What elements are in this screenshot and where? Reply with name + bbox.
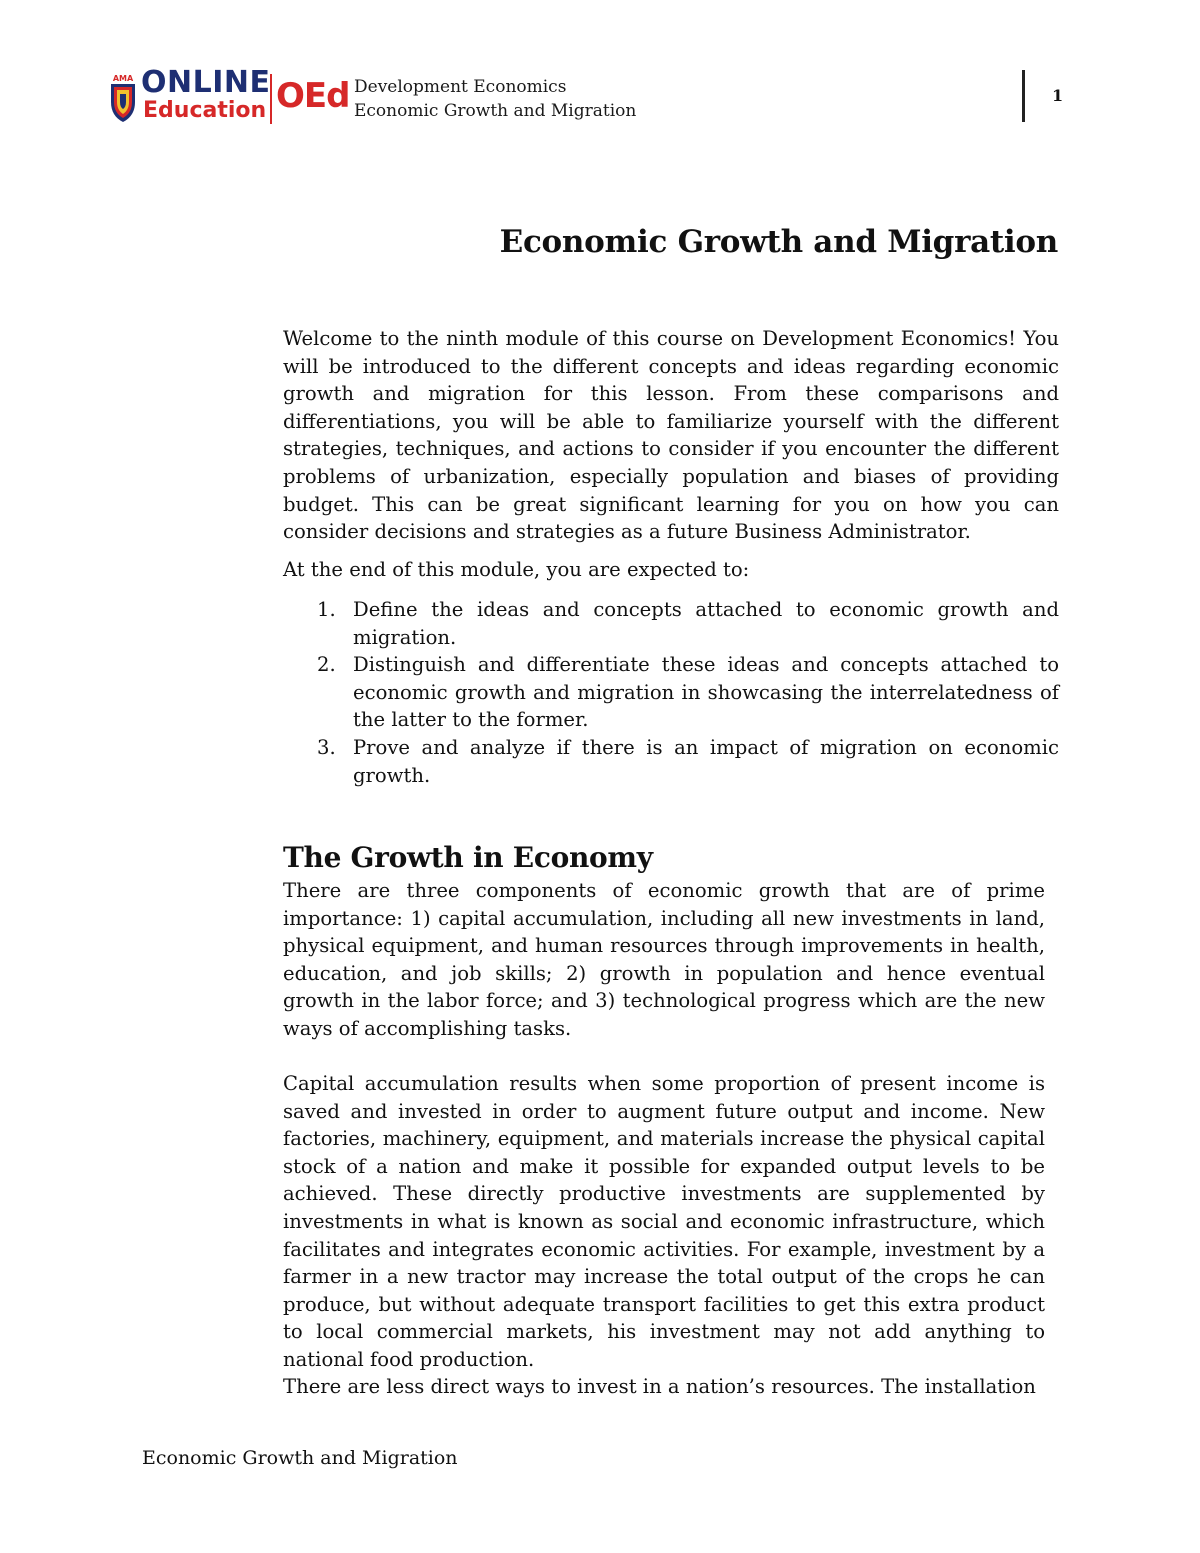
oed-logo-text: OEd [276,76,350,116]
page-title: Economic Growth and Migration [499,224,1058,260]
header-vertical-rule [1022,70,1025,122]
page-number: 1 [1052,86,1064,105]
ama-logo-text: AMA [112,74,134,83]
growth-components-paragraph: There are three components of economic growth that are of prime importance: 1) capital accumulation, including all new investments in land, physical equipment, and human resources through improvements in health, education, and job skills; 2) growth in population and hence eventual growth in the labor force; and 3) technological progress which are the new ways of accomplishing tasks. [283,879,1045,1040]
header-module-name: Economic Growth and Migration [354,101,637,121]
page-header [108,65,1088,130]
page-footer: Economic Growth and Migration [142,1447,458,1469]
capital-accumulation-paragraph: Capital accumulation results when some proportion of present income is saved and invested in order to augment future output and income. New factories, machinery, equipment, and materials increase the physical capital stock of a nation and make it possible for expanded output levels to be achieved. These directly productive investments are supplemented by investments in what is known as social and economic infrastructure, which facilitates and integrates economic activities. For example, investment by a farmer in a new tractor may increase the total output of the crops he can produce, but without adequate transport facilities to get this extra product to local commercial markets, his investment may not add anything to national food production. [283,1072,1045,1371]
objective-number: 3. [317,735,336,759]
header-course-info [354,75,636,123]
expectations-section [283,556,1059,584]
objective-number: 1. [317,598,336,621]
indirect-investment-paragraph: There are less direct ways to invest in a nation’s resources. The installation [283,1375,1036,1398]
objectives-list [283,596,1059,789]
header-course-name: Development Economics [354,77,567,97]
capital-accumulation-section [283,1070,1045,1374]
objective-item [283,651,1059,734]
section-heading: The Growth in Economy [283,841,653,874]
indirect-investment-section [283,1373,1045,1401]
objective-text: Define the ideas and concepts attached to economic growth and migration. [353,598,1059,649]
online-logo-text: ONLINE [141,65,271,100]
education-logo-text: Education [143,98,267,123]
logo-divider [270,74,272,124]
objective-text: Distinguish and differentiate these ideas and concepts attached to economic growth and migration in showcasing the interrelatedness of the latter to the former. [353,653,1059,732]
expectations-intro: At the end of this module, you are expected to: [283,558,750,581]
intro-section [283,325,1059,546]
intro-paragraph: Welcome to the ninth module of this course on Development Economics! You will be introduced to the different concepts and ideas regarding economic growth and migration for this lesson. From these comparisons and differentiations, you will be able to familiarize yourself with the different strategies, techniques, and actions to consider if you encounter the different problems of urbanization, especially population and biases of providing budget. This can be great significant learning for you on how you can consider decisions and strategies as a future Business Administrator. [283,327,1059,544]
objective-number: 2. [317,653,336,677]
growth-components-section [283,877,1045,1043]
ama-shield-logo-icon [108,72,138,124]
objective-item [283,596,1059,651]
objective-text: Prove and analyze if there is an impact of migration on economic growth. [353,735,1059,787]
objective-item [283,734,1059,789]
